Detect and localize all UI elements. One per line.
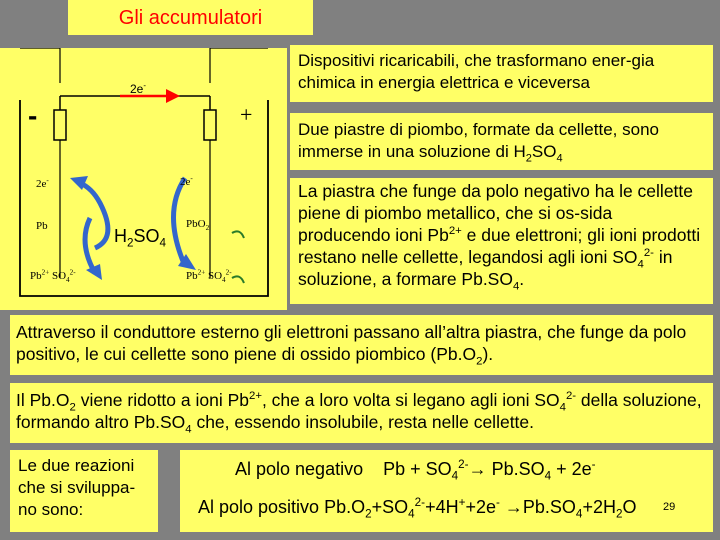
pbo2-label: PbO$_2$ — [186, 218, 210, 233]
reactions-box — [180, 450, 713, 532]
electron-flow-arrow — [166, 89, 180, 103]
positive-terminal — [204, 110, 216, 140]
cell-container — [20, 100, 268, 296]
left-reaction-arrow-down — [85, 218, 95, 273]
electrons-top-label: 2e- — [130, 81, 146, 96]
right-electrons-label: 2e- — [180, 174, 193, 188]
slide-number: 29 — [663, 501, 676, 513]
text-block-definition: Dispositivi ricaricabili, che trasformano ener-gia chimica in energia elettrica e viceversa — [290, 45, 713, 102]
green-arrow-2 — [232, 276, 244, 283]
green-arrow-1 — [232, 231, 244, 238]
plus-sign: + — [240, 102, 253, 127]
positive-pole-reaction: Al polo positivo $Pb.O_2+SO_4^{2-}+4H^++2e^- \to Pb.SO_4+2H_2O$ — [198, 496, 637, 521]
left-electrons-label: 2e- — [36, 176, 49, 190]
battery-diagram — [0, 48, 287, 310]
right-ions-label: $Pb^{2+}$ $SO_4^{2-}$ — [186, 268, 232, 285]
slide-title: Gli accumulatori — [68, 0, 313, 35]
text-block-reactions-intro: Le due reazioni che si sviluppa-no sono: — [10, 450, 158, 532]
text-block-reduction: Il $Pb.O_2$ viene ridotto a ioni $Pb^{2+}$, che a loro volta si legano agli ioni $SO_4^{2-}$ della soluzione, formando altro $Pb.SO_4$ che, essendo insolubile, resta nelle cellette. — [10, 383, 713, 443]
right-reaction-arrow — [174, 178, 186, 266]
text-block-plates: Due piastre di piombo, formate da cellette, sono immerse in una soluzione di $H_2SO_4$ — [290, 113, 713, 170]
negative-terminal — [54, 110, 66, 140]
text-block-external-conductor: Attraverso il conduttore esterno gli elettroni passano all’altra piastra, che funge da polo positivo, le cui cellette sono piene di ossido piombico $(Pb.O_2)$. — [10, 315, 713, 375]
minus-sign: - — [28, 100, 38, 131]
pb-label: Pb — [36, 220, 48, 232]
positive-pole-label: Al polo positivo — [198, 497, 320, 517]
negative-pole-label: Al polo negativo — [235, 459, 364, 479]
negative-pole-reaction: Al polo negativo $Pb + SO_4^{2-}\to Pb.SO_4 + 2e^-$ — [235, 458, 596, 483]
text-block-negative-pole: La piastra che funge da polo negativo ha le cellette piene di piombo metallico, che si os-sida producendo ioni $Pb^{2+}$ e due elettroni; gli ioni prodotti restano nelle cellette, legandosi agli ioni $SO_4^{2-}$ in soluzione, a formare $Pb.SO_4$. — [290, 178, 713, 304]
left-ions-label: $Pb^{2+}$ $SO_4^{2-}$ — [30, 268, 76, 285]
solution-label: $H_2SO_4$ — [114, 226, 167, 250]
